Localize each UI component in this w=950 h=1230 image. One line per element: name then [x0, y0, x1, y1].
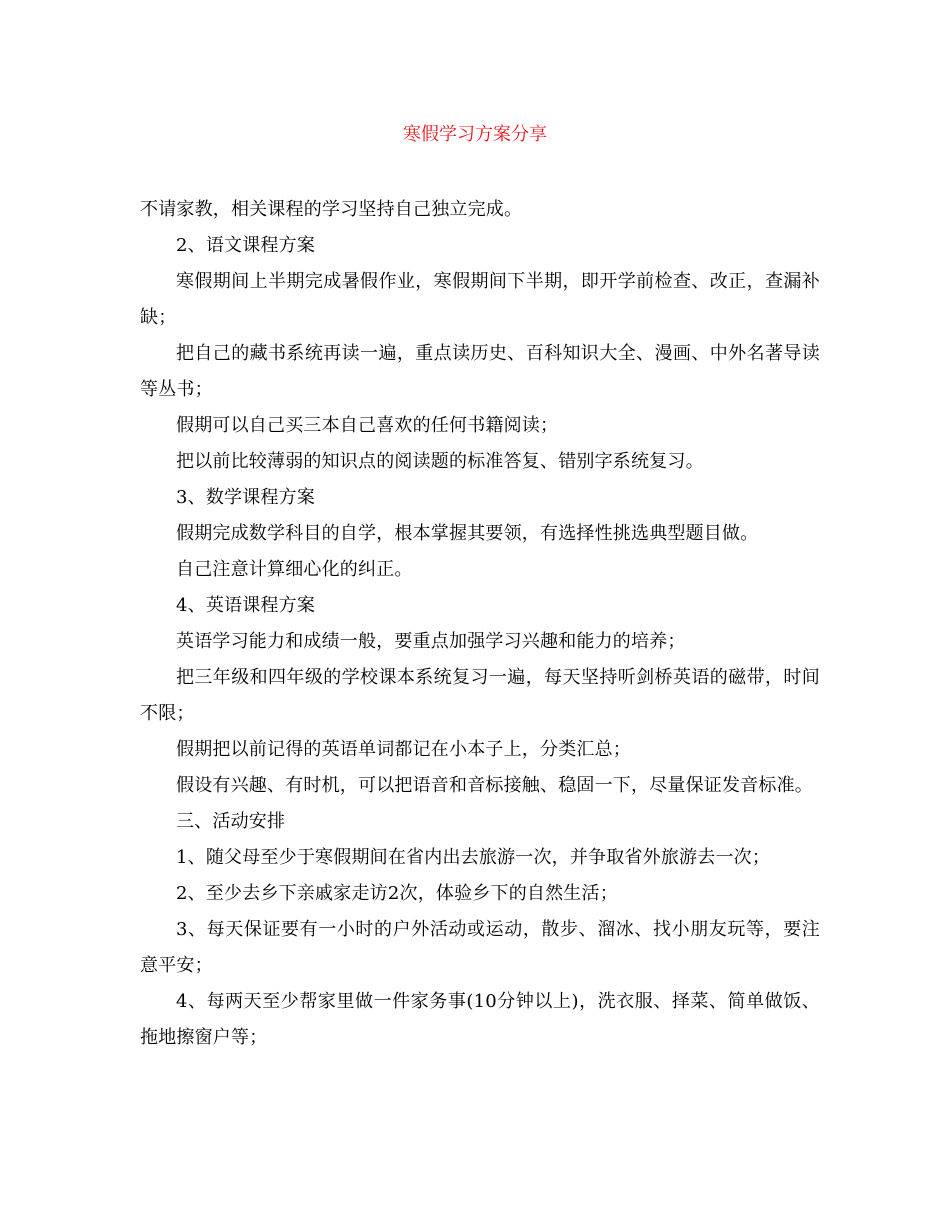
- paragraph-11: 英语学习能力和成绩一般，要重点加强学习兴趣和能力的培养；: [176, 631, 686, 652]
- document-title: 寒假学习方案分享: [403, 124, 547, 145]
- paragraph-9: 自己注意计算细心化的纠正。: [176, 559, 413, 580]
- paragraph-6: 把以前比较薄弱的知识点的阅读题的标准答复、错别字系统复习。: [176, 451, 704, 472]
- paragraph-10: 4、英语课程方案: [176, 595, 316, 616]
- paragraph-3: 寒假期间上半期完成暑假作业，寒假期间下半期，即开学前检查、改正，查漏补缺；: [140, 271, 820, 328]
- paragraph-8: 假期完成数学科目的自学，根本掌握其要领，有选择性挑选典型题目做。: [176, 523, 759, 544]
- paragraph-14: 假设有兴趣、有时机，可以把语音和音标接触、稳固一下，尽量保证发音标准。: [176, 775, 813, 796]
- paragraph-19: 4、每两天至少帮家里做一件家务事(10分钟以上)，洗衣服、择菜、简单做饭、拖地擦窗户等；: [140, 991, 820, 1048]
- document-body: [140, 192, 820, 1056]
- paragraph-1: 不请家教，相关课程的学习坚持自己独立完成。: [140, 199, 523, 220]
- paragraph-7: 3、数学课程方案: [176, 487, 316, 508]
- paragraph-16: 1、随父母至少于寒假期间在省内出去旅游一次，并争取省外旅游去一次；: [176, 847, 771, 868]
- paragraph-13: 假期把以前记得的英语单词都记在小本子上，分类汇总；: [176, 739, 631, 760]
- paragraph-15: 三、活动安排: [176, 811, 286, 832]
- paragraph-18: 3、每天保证要有一小时的户外活动或运动，散步、溜冰、找小朋友玩等，要注意平安；: [140, 919, 820, 976]
- paragraph-4: 把自己的藏书系统再读一遍，重点读历史、百科知识大全、漫画、中外名著导读等丛书；: [140, 343, 820, 400]
- paragraph-2: 2、语文课程方案: [176, 235, 316, 256]
- paragraph-5: 假期可以自己买三本自己喜欢的任何书籍阅读；: [176, 415, 559, 436]
- paragraph-12: 把三年级和四年级的学校课本系统复习一遍，每天坚持听剑桥英语的磁带，时间不限；: [140, 667, 820, 724]
- paragraph-17: 2、至少去乡下亲戚家走访2次，体验乡下的自然生活；: [176, 883, 618, 904]
